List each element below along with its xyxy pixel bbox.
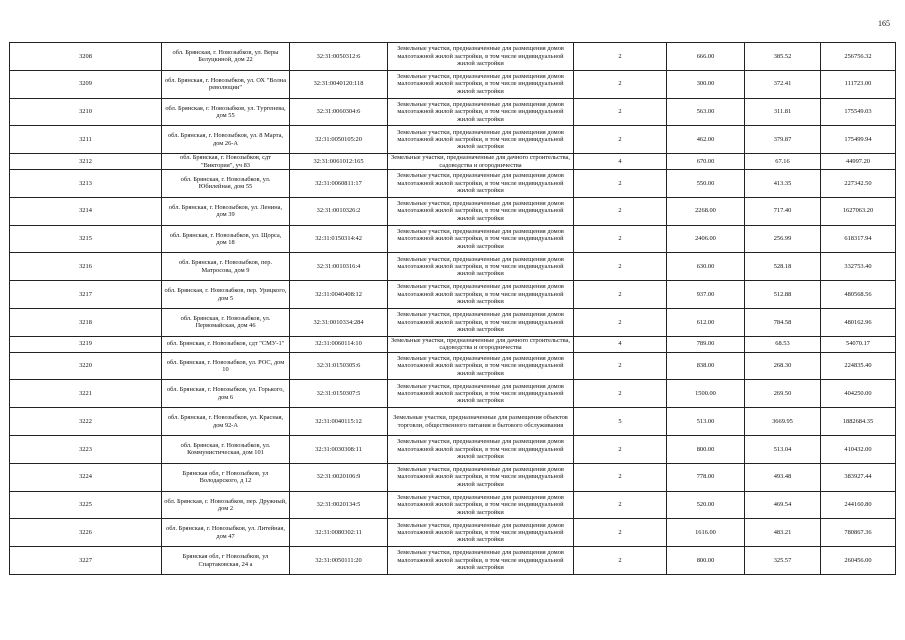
cadastral-value-cell: 227342.50 — [821, 170, 896, 198]
cadastral-number-cell: 32:31:0010334:284 — [290, 308, 388, 336]
address-cell: обл. Брянская, г. Новозыбков, пер. Матросова, дом 9 — [162, 253, 290, 281]
table-row — [10, 154, 896, 170]
specific-value-cell: 268.30 — [745, 352, 821, 380]
cadastral-number-cell: 32:31:0050312:6 — [290, 43, 388, 71]
land-use-category-cell: Земельные участки, предназначенные для размещения домов малоэтажной жилой застройки, в том числе индивидуальной жилой застройки — [388, 126, 574, 154]
cadastral-value-cell: 480162.96 — [821, 308, 896, 336]
cadastral-number-cell: 32:31:0020134:5 — [290, 491, 388, 519]
address-cell: обл. Брянская, г. Новозыбков, сдт "СМУ-1" — [162, 336, 290, 352]
table-row — [10, 43, 896, 71]
table-row — [10, 336, 896, 352]
cadastral-number-cell: 32:31:0080302:11 — [290, 519, 388, 547]
area-cell: 838.00 — [667, 352, 745, 380]
group-cell: 2 — [574, 352, 667, 380]
cadastral-value-cell: 1627063.20 — [821, 197, 896, 225]
cadastral-value-table — [9, 42, 896, 575]
specific-value-cell: 469.54 — [745, 491, 821, 519]
cadastral-value-cell: 54070.17 — [821, 336, 896, 352]
area-cell: 462.00 — [667, 126, 745, 154]
address-cell: обл. Брянская, г. Новозыбков, ул. Щорса, дом 18 — [162, 225, 290, 253]
area-cell: 937.00 — [667, 281, 745, 309]
group-cell: 2 — [574, 463, 667, 491]
cadastral-number-cell: 32:31:0040408:12 — [290, 281, 388, 309]
group-cell: 2 — [574, 491, 667, 519]
cadastral-number-cell: 32:31:0060811:17 — [290, 170, 388, 198]
cadastral-value-cell: 404250.00 — [821, 380, 896, 408]
cadastral-number-cell: 32:31:0040120:118 — [290, 70, 388, 98]
table-row — [10, 435, 896, 463]
row-number: 3221 — [10, 380, 162, 408]
area-cell: 800.00 — [667, 435, 745, 463]
land-use-category-cell: Земельные участки, предназначенные для размещения домов малоэтажной жилой застройки, в том числе индивидуальной жилой застройки — [388, 197, 574, 225]
row-number: 3212 — [10, 154, 162, 170]
row-number: 3220 — [10, 352, 162, 380]
address-cell: обл. Брянская, г. Новозыбков, ул. 8 Марта, дом 26-А — [162, 126, 290, 154]
group-cell: 2 — [574, 281, 667, 309]
table-row — [10, 98, 896, 126]
cadastral-value-cell: 44997.20 — [821, 154, 896, 170]
cadastral-number-cell: 32:31:0050111:20 — [290, 547, 388, 575]
group-cell: 2 — [574, 380, 667, 408]
area-cell: 550.00 — [667, 170, 745, 198]
group-cell: 2 — [574, 43, 667, 71]
cadastral-value-cell: 780867.36 — [821, 519, 896, 547]
table-row — [10, 352, 896, 380]
cadastral-number-cell: 32:31:0040115:12 — [290, 408, 388, 436]
cadastral-value-cell: 332753.40 — [821, 253, 896, 281]
area-cell: 789.00 — [667, 336, 745, 352]
row-number: 3210 — [10, 98, 162, 126]
cadastral-number-cell: 32:31:0050105:20 — [290, 126, 388, 154]
row-number: 3214 — [10, 197, 162, 225]
land-use-category-cell: Земельные участки, предназначенные для размещения домов малоэтажной жилой застройки, в том числе индивидуальной жилой застройки — [388, 98, 574, 126]
table-row — [10, 491, 896, 519]
group-cell: 4 — [574, 336, 667, 352]
table-row — [10, 197, 896, 225]
address-cell: обл. Брянская, г. Новозыбков, пер. Урицкого, дом 5 — [162, 281, 290, 309]
cadastral-value-cell: 175499.94 — [821, 126, 896, 154]
land-use-category-cell: Земельные участки, предназначенные для размещения домов малоэтажной жилой застройки, в том числе индивидуальной жилой застройки — [388, 281, 574, 309]
area-cell: 1500.00 — [667, 380, 745, 408]
row-number: 3218 — [10, 308, 162, 336]
table-row — [10, 126, 896, 154]
group-cell: 2 — [574, 126, 667, 154]
address-cell: обл. Брянская, г. Новозыбков, сдт "Виктория", уч 83 — [162, 154, 290, 170]
table-row — [10, 70, 896, 98]
group-cell: 2 — [574, 308, 667, 336]
group-cell: 2 — [574, 70, 667, 98]
land-use-category-cell: Земельные участки, предназначенные для размещения домов малоэтажной жилой застройки, в том числе индивидуальной жилой застройки — [388, 253, 574, 281]
specific-value-cell: 68.53 — [745, 336, 821, 352]
cadastral-number-cell: 32:31:0150307:5 — [290, 380, 388, 408]
specific-value-cell: 385.52 — [745, 43, 821, 71]
address-cell: обл. Брянская, г. Новозыбков, ул. Литейная, дом 47 — [162, 519, 290, 547]
address-cell: обл. Брянская, г. Новозыбков, ул. Красная, дом 92-А — [162, 408, 290, 436]
cadastral-value-cell: 410432.00 — [821, 435, 896, 463]
specific-value-cell: 311.81 — [745, 98, 821, 126]
row-number: 3224 — [10, 463, 162, 491]
specific-value-cell: 413.35 — [745, 170, 821, 198]
table-row — [10, 308, 896, 336]
specific-value-cell: 513.04 — [745, 435, 821, 463]
land-use-category-cell: Земельные участки, предназначенные для размещения домов малоэтажной жилой застройки, в том числе индивидуальной жилой застройки — [388, 170, 574, 198]
address-cell: обл. Брянская, г. Новозыбков, ул. Юбилейная, дом 55 — [162, 170, 290, 198]
area-cell: 513.00 — [667, 408, 745, 436]
address-cell: обл. Брянская, г. Новозыбков, ул. РОС, дом 10 — [162, 352, 290, 380]
group-cell: 2 — [574, 253, 667, 281]
group-cell: 2 — [574, 197, 667, 225]
specific-value-cell: 379.87 — [745, 126, 821, 154]
specific-value-cell: 372.41 — [745, 70, 821, 98]
row-number: 3216 — [10, 253, 162, 281]
cadastral-value-cell: 256756.32 — [821, 43, 896, 71]
land-use-category-cell: Земельные участки, предназначенные для размещения объектов торговли, общественного питания и бытового обслуживания — [388, 408, 574, 436]
row-number: 3217 — [10, 281, 162, 309]
row-number: 3213 — [10, 170, 162, 198]
land-use-category-cell: Земельные участки, предназначенные для дачного строительства, садоводства и огородничества — [388, 336, 574, 352]
area-cell: 2406.00 — [667, 225, 745, 253]
address-cell: обл. Брянская, г. Новозыбков, ул. Первомайская, дом 46 — [162, 308, 290, 336]
group-cell: 2 — [574, 170, 667, 198]
row-number: 3219 — [10, 336, 162, 352]
row-number: 3209 — [10, 70, 162, 98]
land-use-category-cell: Земельные участки, предназначенные для размещения домов малоэтажной жилой застройки, в том числе индивидуальной жилой застройки — [388, 491, 574, 519]
table-row — [10, 463, 896, 491]
address-cell: обл. Брянская, г. Новозыбков, ул. Ленина, дом 39 — [162, 197, 290, 225]
land-use-category-cell: Земельные участки, предназначенные для размещения домов малоэтажной жилой застройки, в том числе индивидуальной жилой застройки — [388, 380, 574, 408]
cadastral-value-cell: 175549.03 — [821, 98, 896, 126]
cadastral-value-cell: 224835.40 — [821, 352, 896, 380]
table-row — [10, 380, 896, 408]
area-cell: 520.00 — [667, 491, 745, 519]
row-number: 3227 — [10, 547, 162, 575]
land-use-category-cell: Земельные участки, предназначенные для размещения домов малоэтажной жилой застройки, в том числе индивидуальной жилой застройки — [388, 435, 574, 463]
specific-value-cell: 483.21 — [745, 519, 821, 547]
cadastral-number-cell: 32:31:0010326:2 — [290, 197, 388, 225]
land-use-category-cell: Земельные участки, предназначенные для размещения домов малоэтажной жилой застройки, в том числе индивидуальной жилой застройки — [388, 43, 574, 71]
address-cell: обл. Брянская, г. Новозыбков, ул. ОХ "Волна революции" — [162, 70, 290, 98]
address-cell: обл. Брянская, г. Новозыбков, ул. Горького, дом 6 — [162, 380, 290, 408]
cadastral-number-cell: 32:31:0061012:165 — [290, 154, 388, 170]
area-cell: 778.00 — [667, 463, 745, 491]
row-number: 3226 — [10, 519, 162, 547]
table-row — [10, 408, 896, 436]
group-cell: 2 — [574, 225, 667, 253]
land-use-category-cell: Земельные участки, предназначенные для размещения домов малоэтажной жилой застройки, в том числе индивидуальной жилой застройки — [388, 70, 574, 98]
cadastral-value-cell: 111723.00 — [821, 70, 896, 98]
table-row — [10, 225, 896, 253]
address-cell: Брянская обл, г Новозыбков, ул Володарского, д 12 — [162, 463, 290, 491]
specific-value-cell: 717.40 — [745, 197, 821, 225]
table-row — [10, 547, 896, 575]
page-number: 165 — [878, 19, 890, 28]
cadastral-number-cell: 32:31:0060114:10 — [290, 336, 388, 352]
specific-value-cell: 256.99 — [745, 225, 821, 253]
group-cell: 2 — [574, 519, 667, 547]
specific-value-cell: 528.18 — [745, 253, 821, 281]
row-number: 3208 — [10, 43, 162, 71]
area-cell: 1616.00 — [667, 519, 745, 547]
cadastral-number-cell: 32:31:0150305:6 — [290, 352, 388, 380]
cadastral-number-cell: 32:31:0150314:42 — [290, 225, 388, 253]
row-number: 3223 — [10, 435, 162, 463]
address-cell: обл. Брянская, г. Новозыбков, ул. Тургенева, дом 55 — [162, 98, 290, 126]
group-cell: 2 — [574, 435, 667, 463]
specific-value-cell: 3669.95 — [745, 408, 821, 436]
specific-value-cell: 325.57 — [745, 547, 821, 575]
land-use-category-cell: Земельные участки, предназначенные для размещения домов малоэтажной жилой застройки, в том числе индивидуальной жилой застройки — [388, 547, 574, 575]
group-cell: 2 — [574, 547, 667, 575]
land-use-category-cell: Земельные участки, предназначенные для размещения домов малоэтажной жилой застройки, в том числе индивидуальной жилой застройки — [388, 352, 574, 380]
address-cell: обл. Брянская, г. Новозыбков, ул. Коммунистическая, дом 101 — [162, 435, 290, 463]
address-cell: обл. Брянская, г. Новозыбков, ул. Веры Белуцкиной, дом 22 — [162, 43, 290, 71]
specific-value-cell: 67.16 — [745, 154, 821, 170]
area-cell: 800.00 — [667, 547, 745, 575]
row-number: 3225 — [10, 491, 162, 519]
address-cell: обл. Брянская, г. Новозыбков, пер. Дружный, дом 2 — [162, 491, 290, 519]
area-cell: 612.00 — [667, 308, 745, 336]
land-use-category-cell: Земельные участки, предназначенные для размещения домов малоэтажной жилой застройки, в том числе индивидуальной жилой застройки — [388, 225, 574, 253]
land-use-category-cell: Земельные участки, предназначенные для размещения домов малоэтажной жилой застройки, в том числе индивидуальной жилой застройки — [388, 519, 574, 547]
cadastral-number-cell: 32:31:0020106:9 — [290, 463, 388, 491]
row-number: 3211 — [10, 126, 162, 154]
row-number: 3215 — [10, 225, 162, 253]
land-use-category-cell: Земельные участки, предназначенные для размещения домов малоэтажной жилой застройки, в том числе индивидуальной жилой застройки — [388, 308, 574, 336]
area-cell: 563.00 — [667, 98, 745, 126]
table-row — [10, 170, 896, 198]
specific-value-cell: 493.48 — [745, 463, 821, 491]
row-number: 3222 — [10, 408, 162, 436]
group-cell: 2 — [574, 98, 667, 126]
cadastral-value-cell: 244160.80 — [821, 491, 896, 519]
cadastral-number-cell: 32:31:0010316:4 — [290, 253, 388, 281]
cadastral-value-cell: 618317.94 — [821, 225, 896, 253]
area-cell: 300.00 — [667, 70, 745, 98]
area-cell: 666.00 — [667, 43, 745, 71]
specific-value-cell: 784.58 — [745, 308, 821, 336]
table-row — [10, 253, 896, 281]
land-use-category-cell: Земельные участки, предназначенные для размещения домов малоэтажной жилой застройки, в том числе индивидуальной жилой застройки — [388, 463, 574, 491]
group-cell: 4 — [574, 154, 667, 170]
specific-value-cell: 269.50 — [745, 380, 821, 408]
cadastral-value-cell: 480568.56 — [821, 281, 896, 309]
table-row — [10, 519, 896, 547]
cadastral-value-cell: 383927.44 — [821, 463, 896, 491]
area-cell: 670.00 — [667, 154, 745, 170]
specific-value-cell: 512.88 — [745, 281, 821, 309]
address-cell: Брянская обл, г Новозыбков, ул Спартаковская, 24 а — [162, 547, 290, 575]
area-cell: 630.00 — [667, 253, 745, 281]
land-use-category-cell: Земельные участки, предназначенные для дачного строительства, садоводства и огородничества — [388, 154, 574, 170]
area-cell: 2268.00 — [667, 197, 745, 225]
cadastral-value-cell: 260456.00 — [821, 547, 896, 575]
cadastral-value-cell: 1882684.35 — [821, 408, 896, 436]
table-row — [10, 281, 896, 309]
cadastral-number-cell: 32:31:0060304:6 — [290, 98, 388, 126]
group-cell: 5 — [574, 408, 667, 436]
cadastral-number-cell: 32:31:0030308:11 — [290, 435, 388, 463]
